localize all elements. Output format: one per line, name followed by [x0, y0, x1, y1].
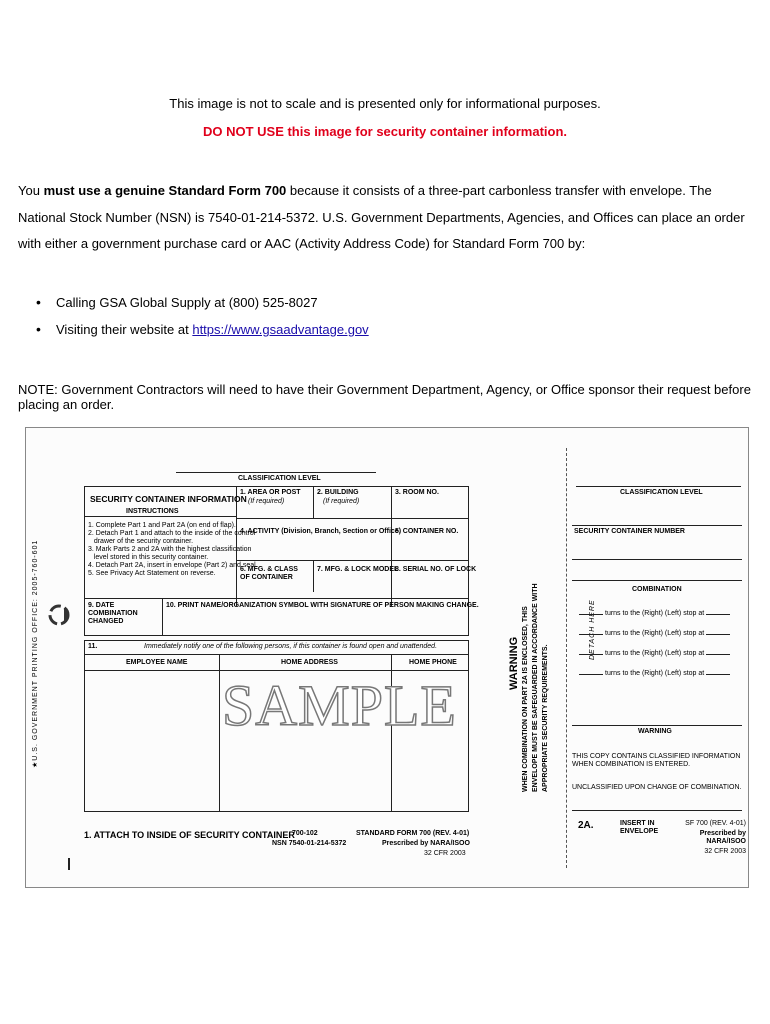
- prescribed-by: Prescribed by NARA/ISOO: [382, 840, 470, 847]
- table-divider: [219, 654, 220, 812]
- sf700-form-image: [25, 427, 749, 888]
- field-date-combination: 9. DATE COMBINATION CHANGED: [88, 602, 138, 625]
- form-mark: [68, 858, 70, 870]
- field-container-no: 5. CONTAINER NO.: [395, 528, 459, 535]
- form-title: SECURITY CONTAINER INFORMATION: [90, 494, 247, 504]
- field-area-or-post-sub: (If required): [248, 498, 285, 505]
- envelope-warning-line2: ENVELOPE MUST BE SAFEGUARDED IN ACCORDANCE WITH: [532, 583, 539, 792]
- turns-row-4: turns to the (Right) (Left) stop at: [579, 667, 732, 678]
- field-print-name: 10. PRINT NAME/ORGANIZATION SYMBOL WITH SIGNATURE OF PERSON MAKING CHANGE.: [166, 602, 479, 609]
- sample-watermark: SAMPLE: [222, 673, 457, 738]
- right-sf-label: SF 700 (REV. 4-01): [685, 820, 746, 827]
- gsa-advantage-link[interactable]: https://www.gsaadvantage.gov: [192, 322, 369, 337]
- field-building-sub: (If required): [323, 498, 360, 505]
- right-line: [572, 580, 742, 581]
- classification-level-label: CLASSIFICATION LEVEL: [238, 475, 321, 482]
- field-building: 2. BUILDING: [317, 489, 359, 496]
- instruction-line: level stored in this security container.: [88, 554, 209, 561]
- field-activity: 4. ACTIVITY (Division, Branch, Section or Office): [240, 528, 402, 535]
- turns-row-2: turns to the (Right) (Left) stop at: [579, 627, 732, 638]
- intro-text-start: You: [18, 183, 44, 198]
- table-line: [84, 654, 469, 655]
- do-not-use-warning: DO NOT USE this image for security container information.: [202, 124, 568, 139]
- grid-divider: [313, 486, 314, 518]
- instruction-line: 2. Detach Part 1 and attach to the inside of the control: [88, 530, 256, 537]
- ordering-options-list: [36, 292, 369, 346]
- grid-line: [84, 598, 469, 599]
- right-warning-text: THIS COPY CONTAINS CLASSIFIED INFORMATION WHEN COMBINATION IS ENTERED.: [572, 753, 741, 768]
- envelope-warning-title: WARNING: [508, 636, 520, 690]
- grid-divider: [391, 486, 392, 606]
- instruction-line: drawer of the security container.: [88, 538, 194, 545]
- container-number-line: [572, 525, 742, 526]
- instruction-line: 1. Complete Part 1 and Part 2A (on end of flap).: [88, 522, 236, 529]
- grid-line: [236, 518, 469, 519]
- classification-line-right: [576, 486, 741, 487]
- col-home-phone: HOME PHONE: [409, 659, 457, 666]
- grid-line: [236, 560, 469, 561]
- grid-divider: [313, 560, 314, 592]
- insert-in-envelope: INSERT IN ENVELOPE: [620, 820, 659, 835]
- field-area-or-post: 1. AREA OR POST: [240, 489, 301, 496]
- part-2a-label: 2A.: [578, 820, 594, 831]
- col-home-address: HOME ADDRESS: [281, 659, 338, 666]
- right-combination: COMBINATION: [632, 586, 682, 593]
- turns-row-3: turns to the (Right) (Left) stop at: [579, 647, 732, 658]
- intro-bold-text: must use a genuine Standard Form 700: [43, 183, 287, 198]
- table-line: [84, 670, 469, 671]
- instruction-line: 5. See Privacy Act Statement on reverse.: [88, 570, 216, 577]
- gpo-vertical-text: ★U.S. GOVERNMENT PRINTING OFFICE: 2005-760-601: [32, 539, 39, 768]
- field-serial-no: 8. SERIAL NO. OF LOCK: [395, 566, 477, 573]
- right-line: [572, 725, 742, 726]
- field-mfg-lock: 7. MFG. & LOCK MODEL: [317, 566, 399, 573]
- right-container-number: SECURITY CONTAINER NUMBER: [574, 528, 685, 535]
- list-item: [36, 292, 369, 319]
- detach-line: [566, 448, 567, 868]
- right-line: [572, 810, 742, 811]
- field-11-text: Immediately notify one of the following persons, if this container is found open and unattended.: [144, 643, 438, 650]
- form-code: 700-102: [292, 830, 318, 837]
- envelope-warning-line3: APPROPRIATE SECURITY REQUIREMENTS.: [542, 644, 549, 792]
- classification-line: [176, 472, 376, 473]
- right-classification-level: CLASSIFICATION LEVEL: [620, 489, 703, 496]
- instructions-title: INSTRUCTIONS: [126, 508, 179, 515]
- intro-paragraph: [18, 178, 753, 258]
- field-11-number: 11.: [88, 643, 98, 650]
- instructions-list: [88, 522, 258, 578]
- informational-notice: This image is not to scale and is presented only for informational purposes.: [169, 96, 601, 111]
- standard-form-label: STANDARD FORM 700 (REV. 4-01): [356, 830, 470, 837]
- attach-instruction: 1. ATTACH TO INSIDE OF SECURITY CONTAINER: [84, 830, 295, 840]
- right-warning-title: WARNING: [638, 728, 672, 735]
- contractor-note: NOTE: Government Contractors will need to have their Government Department, Agency, or Office sponsor their request before placing an order.: [18, 382, 751, 412]
- instruction-line: 4. Detach Part 2A, insert in envelope (Part 2) and seal.: [88, 562, 258, 569]
- col-employee-name: EMPLOYEE NAME: [126, 659, 188, 666]
- recycle-icon: [46, 602, 72, 628]
- right-cfr: 32 CFR 2003: [704, 848, 746, 855]
- right-unclassified-text: UNCLASSIFIED UPON CHANGE OF COMBINATION.: [572, 784, 742, 791]
- calling-text: Calling GSA Global Supply at (800) 525-8027: [56, 295, 318, 310]
- field-room-no: 3. ROOM NO.: [395, 489, 439, 496]
- field-mfg-class: 6. MFG. & CLASS OF CONTAINER: [240, 566, 298, 581]
- right-prescribed: Prescribed by NARA/ISOO: [699, 830, 746, 845]
- turns-row-1: turns to the (Right) (Left) stop at: [579, 607, 732, 618]
- instructions-line: [84, 516, 236, 517]
- cfr-reference: 32 CFR 2003: [424, 850, 466, 857]
- list-item: [36, 319, 369, 346]
- form-nsn: NSN 7540-01-214-5372: [272, 840, 347, 847]
- instruction-line: 3. Mark Parts 2 and 2A with the highest classification: [88, 546, 252, 553]
- detach-here-label: DETACH HERE: [589, 599, 596, 660]
- envelope-warning-line1: WHEN COMBINATION ON PART 2A IS ENCLOSED, THIS: [522, 606, 529, 792]
- intro-text-end: because it consists of a three-part carbonless transfer with envelope. The National Stock Number (NSN) is 7540-01-214-5372. U.S. Government Departments, Agencies, and Offices can place an order with either a government purchase card or AAC (Activity Address Code) for Standard Form 700 by:: [18, 183, 745, 251]
- right-line: [572, 559, 742, 560]
- visiting-text: Visiting their website at: [56, 322, 193, 337]
- grid-divider: [162, 598, 163, 636]
